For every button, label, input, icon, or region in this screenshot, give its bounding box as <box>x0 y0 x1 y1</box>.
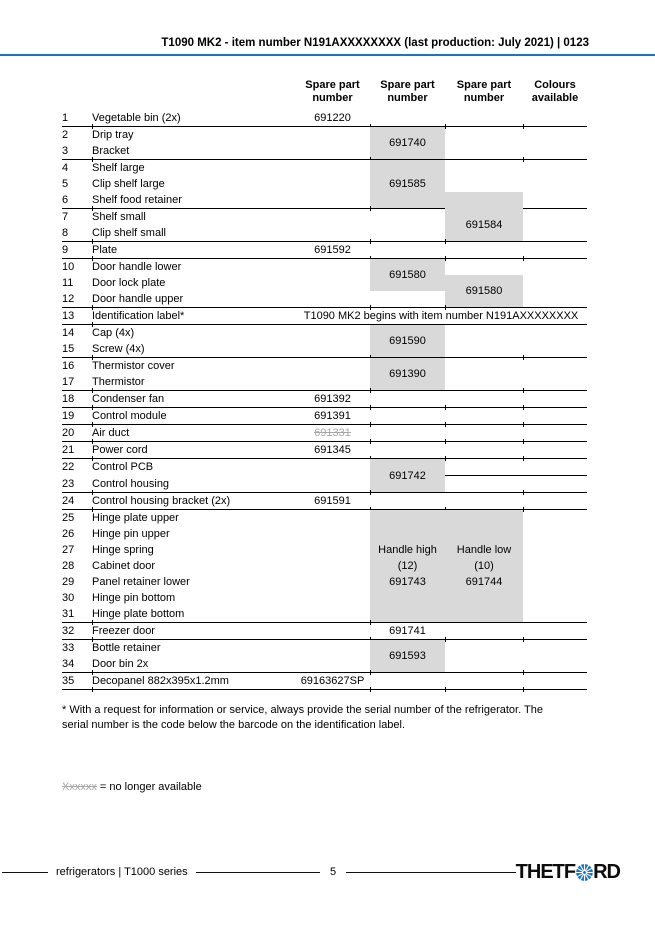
row-group <box>62 242 587 259</box>
empty-cell <box>523 623 587 640</box>
row-number: 26 <box>62 528 75 540</box>
part-description: Bottle retainer <box>92 642 161 654</box>
part-description: Clip shelf small <box>92 225 295 242</box>
table-row <box>62 209 587 226</box>
empty-cell <box>523 558 587 574</box>
cell-line: (12) <box>397 560 418 572</box>
part-number-cell <box>370 325 445 358</box>
empty-cell <box>295 526 370 542</box>
cell-line: Handle high <box>378 544 437 556</box>
empty-cell <box>523 476 587 493</box>
empty-cell <box>523 127 587 144</box>
row-number: 27 <box>62 544 75 556</box>
empty-cell <box>370 673 445 690</box>
part-description: Hinge pin bottom <box>92 592 176 604</box>
empty-cell <box>523 325 587 342</box>
empty-cell <box>295 325 370 342</box>
page-header-title: T1090 MK2 - item number N191AXXXXXXXX (last production: July 2021) | 0123 <box>161 37 589 49</box>
table-row <box>62 623 587 640</box>
cell-line: 691580 <box>389 269 426 281</box>
table-row <box>62 510 587 527</box>
table-row <box>62 476 587 493</box>
part-number-cell <box>295 673 370 690</box>
empty-cell <box>523 242 587 259</box>
empty-cell <box>295 358 370 375</box>
row-number: 1 <box>62 110 92 127</box>
cell-line: Handle low <box>456 544 512 556</box>
thetford-logo <box>516 861 620 884</box>
part-number-cell <box>370 358 445 391</box>
row-group <box>62 640 587 673</box>
part-number-cell <box>295 110 370 127</box>
empty-cell <box>445 408 523 425</box>
row-number: 20 <box>62 425 92 442</box>
part-description: Air duct <box>92 425 295 442</box>
row-number: 13 <box>62 308 92 325</box>
empty-cell <box>370 391 445 408</box>
cell-line: 691580 <box>465 285 503 297</box>
row-group <box>62 259 587 308</box>
empty-cell <box>295 623 370 640</box>
part-description: Bracket <box>92 143 295 160</box>
cell-line: (10) <box>474 560 494 572</box>
empty-cell <box>295 656 370 673</box>
empty-cell <box>523 176 587 192</box>
part-description: Shelf large <box>92 162 145 174</box>
part-description: Plate <box>92 242 295 259</box>
row-number: 30 <box>62 592 75 604</box>
row-number: 32 <box>62 623 92 640</box>
table-row <box>62 408 587 425</box>
empty-cell <box>445 640 523 657</box>
part-number-cell <box>370 623 445 640</box>
page-number: 5 <box>330 866 337 878</box>
empty-cell <box>295 291 370 308</box>
cell-line: 691392 <box>314 393 351 405</box>
row-group <box>62 209 587 242</box>
cell-line: 691741 <box>389 625 426 637</box>
empty-cell <box>295 574 370 590</box>
part-description: Thermistor <box>92 374 295 391</box>
footer-rule-segment <box>196 872 320 873</box>
row-number: 34 <box>62 656 92 673</box>
row-number: 16 <box>62 360 75 372</box>
cell-line: 69163627SP <box>300 675 365 687</box>
column-header: Spare part number <box>380 79 435 104</box>
column-header: Spare part number <box>456 79 512 104</box>
table-row <box>62 160 587 177</box>
part-description: Thermistor cover <box>92 360 175 372</box>
empty-cell <box>523 391 587 408</box>
part-description: Power cord <box>92 442 295 459</box>
part-number-cell <box>370 459 445 493</box>
empty-cell <box>445 459 523 476</box>
row-group <box>62 308 587 325</box>
part-description: Shelf food retainer <box>92 192 295 209</box>
part-description: Door bin 2x <box>92 656 295 673</box>
empty-cell <box>523 275 587 291</box>
row-number: 33 <box>62 642 75 654</box>
part-number-cell <box>370 640 445 673</box>
table-row <box>62 656 587 673</box>
row-number: 19 <box>62 408 92 425</box>
cell-line: 691591 <box>314 495 351 507</box>
footer-rule-segment <box>2 872 48 873</box>
empty-cell <box>523 110 587 127</box>
empty-cell <box>523 606 587 623</box>
legend-crossed-sample: Xxxxxx <box>62 781 97 793</box>
empty-cell <box>370 242 445 259</box>
part-description: Drip tray <box>92 129 134 141</box>
page-footer <box>2 862 620 882</box>
part-description: Control PCB <box>92 461 154 474</box>
empty-cell <box>445 325 523 342</box>
table-row <box>62 308 587 325</box>
row-number: 10 <box>62 261 75 273</box>
part-number-cell <box>295 408 370 425</box>
empty-cell <box>523 358 587 375</box>
empty-cell <box>523 493 587 510</box>
empty-cell <box>445 176 523 192</box>
empty-cell <box>523 160 587 177</box>
row-number: 31 <box>62 606 92 623</box>
row-number: 2 <box>62 129 69 141</box>
empty-cell <box>523 209 587 226</box>
availability-legend <box>62 781 202 793</box>
empty-cell <box>295 476 370 493</box>
empty-cell <box>445 358 523 375</box>
header-row <box>62 76 587 110</box>
part-number-cell <box>445 192 523 209</box>
row-number: 9 <box>62 242 92 259</box>
row-number: 18 <box>62 391 92 408</box>
empty-cell <box>523 442 587 459</box>
part-description: Cap (4x) <box>92 327 135 339</box>
table-row <box>62 127 587 144</box>
table-row <box>62 176 587 192</box>
logo-text-pre: THETF <box>515 860 576 883</box>
part-description: Condenser fan <box>92 391 295 408</box>
empty-cell <box>523 574 587 590</box>
part-description: Identification label* <box>92 308 295 325</box>
row-number: 22 <box>62 461 75 474</box>
part-description: Control housing bracket (2x) <box>92 493 295 510</box>
column-header: Spare part number <box>305 79 360 104</box>
part-number-cell <box>295 391 370 408</box>
empty-cell <box>295 590 370 606</box>
empty-cell <box>295 143 370 160</box>
empty-cell <box>445 673 523 690</box>
empty-cell <box>295 640 370 657</box>
row-group <box>62 391 587 408</box>
row-group <box>62 160 587 209</box>
empty-cell <box>523 143 587 160</box>
empty-cell <box>295 510 370 527</box>
part-description: Control housing <box>92 476 295 493</box>
empty-cell <box>445 656 523 673</box>
empty-cell <box>295 127 370 144</box>
part-description: Hinge plate upper <box>92 512 179 524</box>
row-number: 25 <box>62 512 75 524</box>
empty-cell <box>445 623 523 640</box>
spare-parts-table <box>62 76 587 690</box>
row-number: 35 <box>62 673 92 690</box>
empty-cell <box>523 425 587 442</box>
cell-line: 691391 <box>314 410 351 422</box>
part-description: Hinge pin upper <box>92 528 170 540</box>
empty-cell <box>370 225 445 242</box>
row-group <box>62 673 587 690</box>
empty-cell <box>523 640 587 657</box>
cell-line: 691593 <box>389 650 426 662</box>
row-group <box>62 408 587 425</box>
row-number: 5 <box>62 178 69 190</box>
legend-text: = no longer available <box>96 781 202 793</box>
row-number: 17 <box>62 374 92 391</box>
row-group <box>62 442 587 459</box>
empty-cell <box>445 391 523 408</box>
table-row <box>62 275 587 291</box>
part-description: Hinge spring <box>92 544 154 556</box>
empty-cell <box>523 590 587 606</box>
empty-cell <box>295 606 370 623</box>
part-description: Door lock plate <box>92 277 166 289</box>
empty-cell <box>445 127 523 144</box>
cell-line: 691331 <box>314 427 351 439</box>
row-group <box>62 623 587 640</box>
empty-cell <box>445 425 523 442</box>
empty-cell <box>370 110 445 127</box>
part-number-cell <box>370 127 445 160</box>
empty-cell <box>295 275 370 291</box>
row-number: 3 <box>62 143 92 160</box>
row-number: 6 <box>62 192 92 209</box>
table-row <box>62 259 587 276</box>
column-header: Colours available <box>531 79 579 104</box>
column-header-spacer <box>62 76 92 110</box>
row-group <box>62 110 587 127</box>
table-row <box>62 425 587 442</box>
part-number-cell <box>295 242 370 259</box>
empty-cell <box>295 459 370 476</box>
empty-cell <box>295 542 370 558</box>
row-number: 11 <box>62 277 74 289</box>
footer-label: refrigerators | T1000 series <box>56 866 188 878</box>
row-number: 21 <box>62 442 92 459</box>
empty-cell <box>523 341 587 358</box>
part-number-cell <box>295 442 370 459</box>
empty-cell <box>445 442 523 459</box>
table-row <box>62 143 587 160</box>
empty-cell <box>445 476 523 493</box>
table-row <box>62 459 587 476</box>
identification-note <box>295 308 587 325</box>
empty-cell <box>523 192 587 209</box>
row-number: 12 <box>62 291 92 308</box>
empty-cell <box>523 656 587 673</box>
row-group <box>62 358 587 391</box>
part-description: Door handle upper <box>92 291 295 308</box>
row-number: 29 <box>62 576 75 588</box>
empty-cell <box>523 542 587 558</box>
empty-cell <box>445 493 523 510</box>
part-description: Freezer door <box>92 623 295 640</box>
table-row <box>62 442 587 459</box>
row-number: 23 <box>62 476 92 493</box>
empty-cell <box>370 442 445 459</box>
part-description: Door handle lower <box>92 261 182 273</box>
part-number-cell <box>295 425 370 442</box>
empty-cell <box>295 192 370 209</box>
cell-line: 691740 <box>389 137 426 149</box>
part-description: Shelf small <box>92 211 146 223</box>
part-number-cell <box>445 275 523 308</box>
empty-cell <box>370 209 445 226</box>
cell-line: 691220 <box>314 112 351 124</box>
footnote: * With a request for information or service, always provide the serial number of the refrigerator. The serial number is the code below the barcode on the identification label. <box>62 704 543 731</box>
table-row <box>62 673 587 690</box>
row-group <box>62 493 587 510</box>
table-row <box>62 192 587 209</box>
empty-cell <box>523 673 587 690</box>
footer-rule-segment <box>346 872 516 873</box>
table-row <box>62 341 587 358</box>
empty-cell <box>295 209 370 226</box>
empty-cell <box>295 558 370 574</box>
cell-line: 691590 <box>389 335 426 347</box>
part-description: Clip shelf large <box>92 178 165 190</box>
empty-cell <box>523 225 587 242</box>
cell-line: 691592 <box>314 244 351 256</box>
table-row <box>62 391 587 408</box>
row-number: 24 <box>62 493 92 510</box>
empty-cell <box>295 341 370 358</box>
row-group <box>62 459 587 493</box>
row-number: 28 <box>62 560 75 572</box>
table-row <box>62 374 587 391</box>
empty-cell <box>295 259 370 276</box>
empty-cell <box>523 459 587 476</box>
table-row <box>62 493 587 510</box>
column-header-spacer <box>92 76 295 110</box>
empty-cell <box>523 526 587 542</box>
empty-cell <box>370 408 445 425</box>
empty-cell <box>445 143 523 160</box>
row-group <box>62 510 587 623</box>
row-group <box>62 127 587 160</box>
empty-cell <box>295 225 370 242</box>
empty-cell <box>445 374 523 391</box>
empty-cell <box>523 374 587 391</box>
table-row <box>62 640 587 657</box>
cell-line: 691742 <box>389 469 426 482</box>
table-row <box>62 110 587 127</box>
empty-cell <box>295 176 370 192</box>
table-row <box>62 242 587 259</box>
cell-line: 691585 <box>389 178 426 190</box>
part-description: Vegetable bin (2x) <box>92 110 295 127</box>
part-description: Panel retainer lower <box>92 576 190 588</box>
empty-cell <box>295 374 370 391</box>
part-number-cell <box>445 209 523 242</box>
table-row <box>62 358 587 375</box>
part-number-cell <box>370 160 445 209</box>
empty-cell <box>445 341 523 358</box>
part-number-cell <box>295 493 370 510</box>
part-description: Screw (4x) <box>92 341 295 358</box>
part-description: Cabinet door <box>92 560 155 572</box>
cell-line: 691744 <box>465 576 503 588</box>
cell-line: T1090 MK2 begins with item number N191AXXXXXXXX <box>303 310 579 322</box>
row-group <box>62 425 587 442</box>
table-row <box>62 325 587 342</box>
empty-cell <box>445 259 523 276</box>
part-number-cell <box>370 510 445 623</box>
part-description: Decopanel 882x395x1.2mm <box>92 673 295 690</box>
row-number: 15 <box>62 341 92 358</box>
part-description: Hinge plate bottom <box>92 606 295 623</box>
empty-cell <box>523 291 587 308</box>
empty-cell <box>445 242 523 259</box>
cell-line: 691743 <box>389 576 426 588</box>
row-number: 4 <box>62 162 69 174</box>
empty-cell <box>370 425 445 442</box>
cell-line: 691584 <box>465 218 503 231</box>
empty-cell <box>370 493 445 510</box>
logo-sunburst-icon <box>576 864 593 881</box>
row-group <box>62 325 587 358</box>
empty-cell <box>523 259 587 276</box>
part-number-cell <box>370 259 445 292</box>
cell-line: 691345 <box>314 444 351 456</box>
header-divider <box>0 54 655 56</box>
row-number: 14 <box>62 327 75 339</box>
part-number-cell <box>445 510 523 623</box>
empty-cell <box>523 408 587 425</box>
empty-cell <box>370 291 445 308</box>
empty-cell <box>445 160 523 177</box>
cell-line: 691390 <box>389 368 426 380</box>
row-number: 7 <box>62 211 69 223</box>
empty-cell <box>523 510 587 527</box>
empty-cell <box>445 110 523 127</box>
part-description: Control module <box>92 408 295 425</box>
row-number: 8 <box>62 225 92 242</box>
empty-cell <box>295 160 370 177</box>
logo-text-post: RD <box>593 860 620 883</box>
